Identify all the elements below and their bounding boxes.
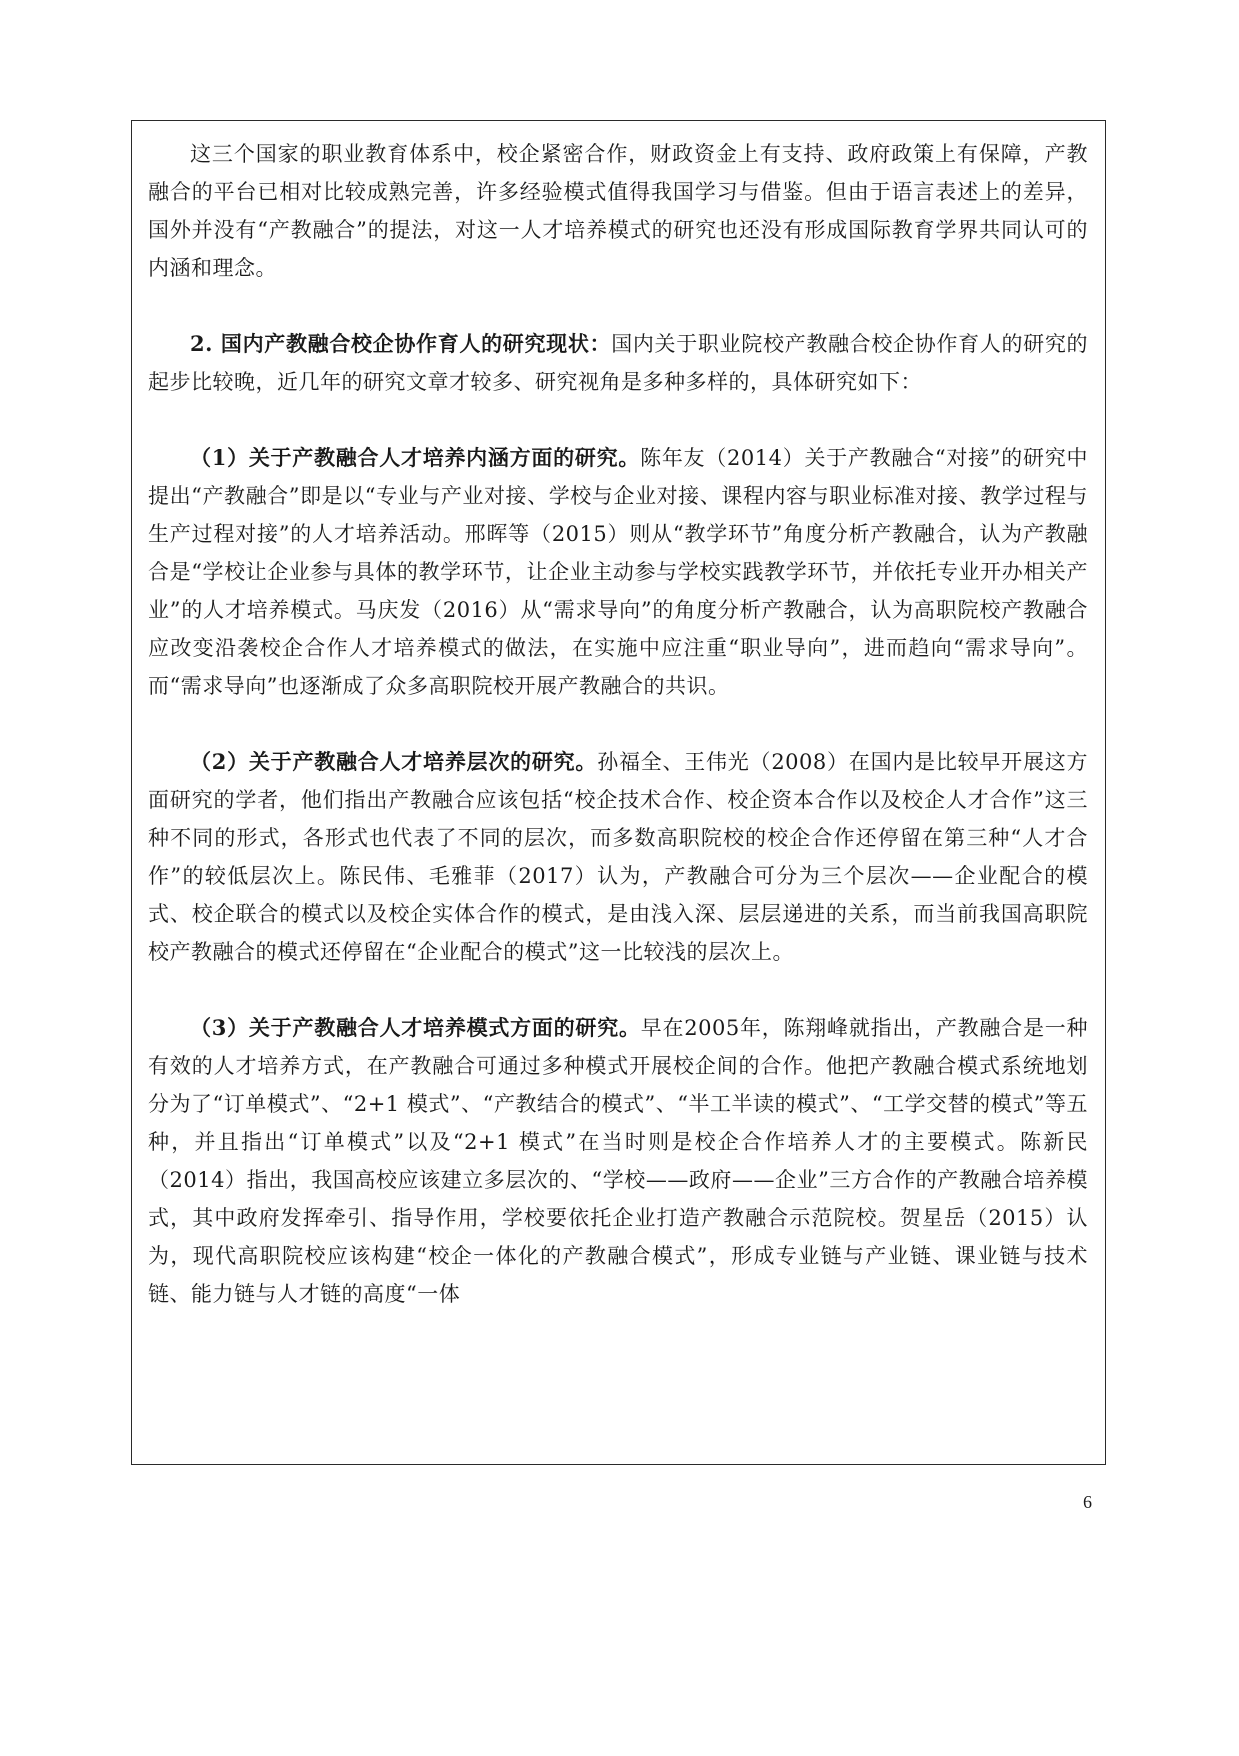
paragraph-text: 国内关于职业院校产教融合校企协作育人的研究的起步比较晚，近几年的研究文章才较多、研究视角是多种多样的，具体研究如下： xyxy=(148,332,1088,394)
paragraph-heading: （3）关于产教融合人才培养模式方面的研究。 xyxy=(190,1015,641,1040)
paragraph-heading: （1）关于产教融合人才培养内涵方面的研究。 xyxy=(190,445,641,470)
paragraph-heading: 2. 国内产教融合校企协作育人的研究现状： xyxy=(190,331,612,356)
paragraph-text: 孙福全、王伟光（2008）在国内是比较早开展这方面研究的学者，他们指出产教融合应该包括“校企技术合作、校企资本合作以及校企人才合作”这三种不同的形式，各形式也代表了不同的层次，而多数高职院校的校企合作还停留在第三种“人才合作”的较低层次上。陈民伟、毛雅菲（2017）认为，产教融合可分为三个层次——企业配合的模式、校企联合的模式以及校企实体合作的模式，是由浅入深、层层递进的关系，而当前我国高职院校产教融合的模式还停留在“企业配合的模式”这一比较浅的层次上。 xyxy=(148,750,1088,964)
paragraph-text: 早在2005年，陈翔峰就指出，产教融合是一种有效的人才培养方式，在产教融合可通过多种模式开展校企间的合作。他把产教融合模式系统地划分为了“订单模式”、“2+1 模式”、“产教结合的模式”、“半工半读的模式”、“工学交替的模式”等五种，并且指出“订单模式”以及“2+1 模式”在当时则是校企合作培养人才的主要模式。陈新民（2014）指出，我国高校应该建立多层次的、“学校——政府——企业”三方合作的产教融合培养模式，其中政府发挥牵引、指导作用，学校要依托企业打造产教融合示范院校。贺星岳（2015）认为，现代高职院校应该构建“校企一体化的产教融合模式”，形成专业链与产业链、课业链与技术链、能力链与人才链的高度“一体 xyxy=(148,1016,1088,1306)
paragraph-gap xyxy=(148,287,1088,325)
paragraph-gap xyxy=(148,705,1088,743)
paragraph-text: 陈年友（2014）关于产教融合“对接”的研究中提出“产教融合”即是以“专业与产业对接、学校与企业对接、课程内容与职业标准对接、教学过程与生产过程对接”的人才培养活动。邢晖等（2015）则从“教学环节”角度分析产教融合，认为产教融合是“学校让企业参与具体的教学环节，让企业主动参与学校实践教学环节，并依托专业开办相关产业”的人才培养模式。马庆发（2016）从“需求导向”的角度分析产教融合，认为高职院校产教融合应改变沿袭校企合作人才培养模式的做法，在实施中应注重“职业导向”，进而趋向“需求导向”。而“需求导向”也逐渐成了众多高职院校开展产教融合的共识。 xyxy=(148,446,1088,698)
paragraph-model-research xyxy=(148,1009,1088,1313)
paragraph-gap xyxy=(148,401,1088,439)
paragraph-level-research xyxy=(148,743,1088,971)
document-body xyxy=(148,135,1088,1313)
paragraph-gap xyxy=(148,971,1088,1009)
paragraph-text: 这三个国家的职业教育体系中，校企紧密合作，财政资金上有支持、政府政策上有保障，产教融合的平台已相对比较成熟完善，许多经验模式值得我国学习与借鉴。但由于语言表述上的差异，国外并没有“产教融合”的提法，对这一人才培养模式的研究也还没有形成国际教育学界共同认可的内涵和理念。 xyxy=(148,142,1088,280)
paragraph-foreign-summary xyxy=(148,135,1088,287)
paragraph-domestic-status xyxy=(148,325,1088,401)
paragraph-heading: （2）关于产教融合人才培养层次的研究。 xyxy=(190,749,598,774)
page-number: 6 xyxy=(1083,1492,1092,1512)
paragraph-connotation-research xyxy=(148,439,1088,705)
